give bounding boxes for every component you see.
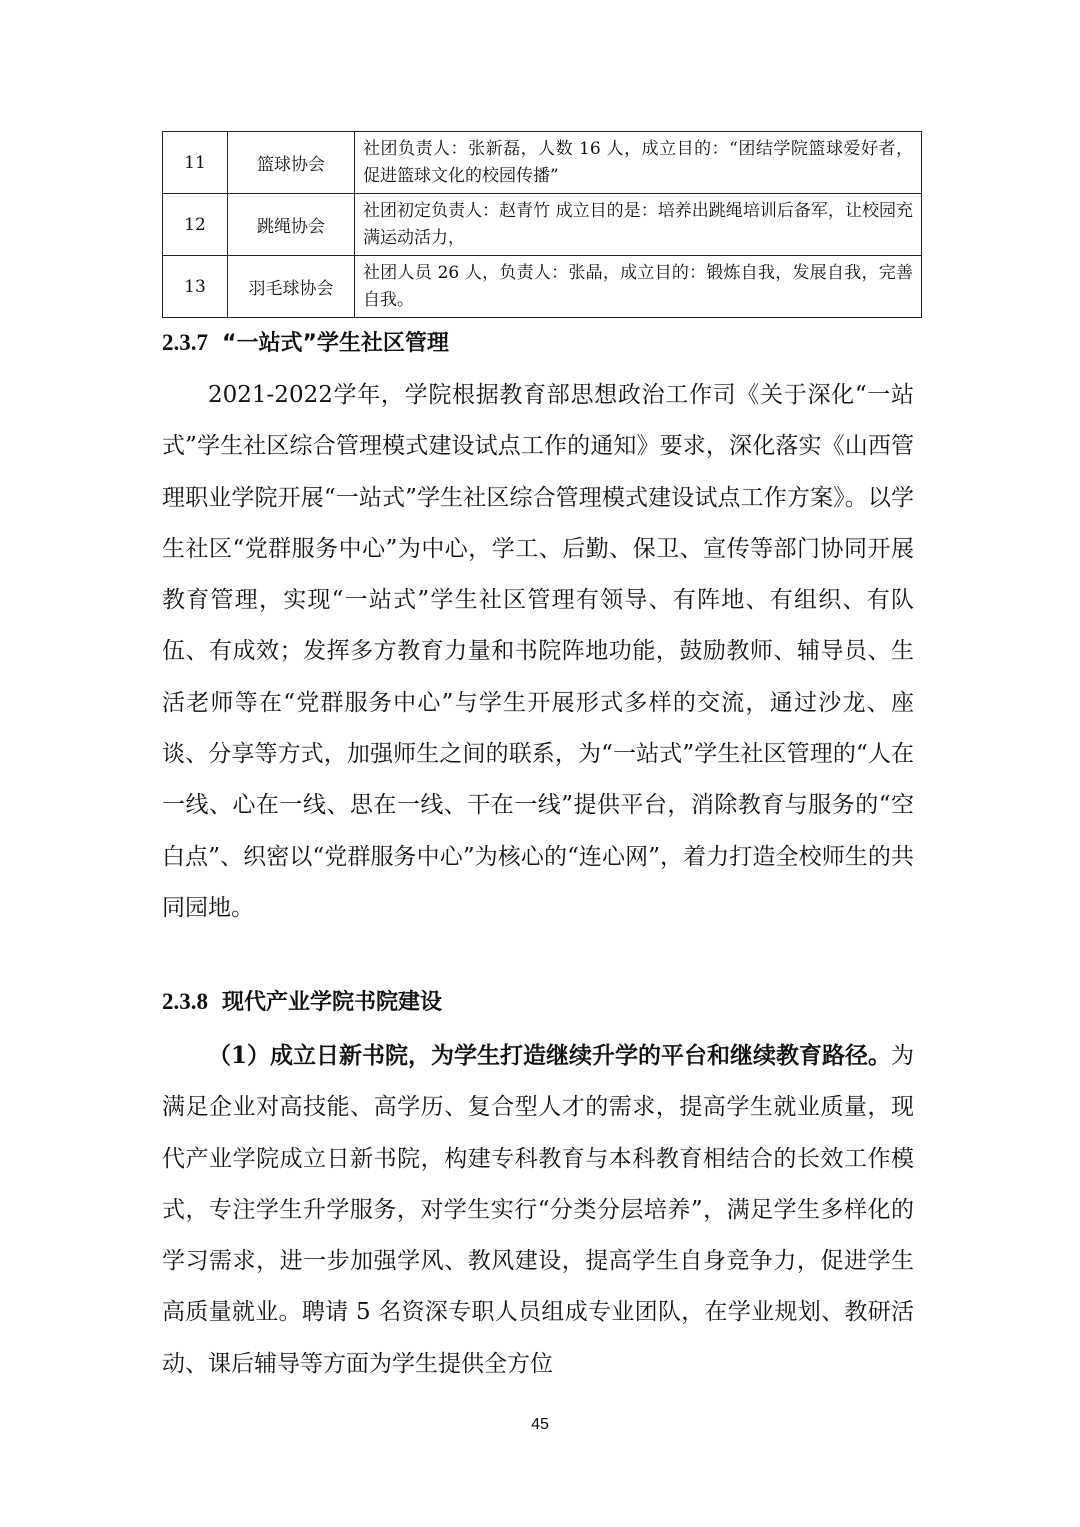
table-row <box>163 256 922 318</box>
club-description: 社团初定负责人：赵青竹 成立目的是：培养出跳绳培训后备军，让校园充满运动活力， <box>355 194 922 256</box>
section-title: “一站式”学生社区管理 <box>222 331 449 356</box>
section-number: 2.3.7 <box>162 330 208 355</box>
page-number: 45 <box>531 1416 549 1433</box>
clubs-table <box>162 131 922 318</box>
club-name: 篮球协会 <box>228 132 355 194</box>
paragraph-body: 为满足企业对高技能、高学历、复合型人才的需求，提高学生就业质量，现代产业学院成立日新书院，构建专科教育与本科教育相结合的长效工作模式，专注学生升学服务，对学生实行“分类分层培养”，满足学生多样化的学习需求，进一步加强学风、教风建设，提高学生自身竞争力，促进学生高质量就业。聘请 5 名资深专职人员组成专业团队，在学业规划、教研活动、课后辅导等方面为学生提供全方位 <box>162 1043 915 1377</box>
body-paragraph: 2021-2022学年，学院根据教育部思想政治工作司《关于深化“一站式”学生社区综合管理模式建设试点工作的通知》要求，深化落实《山西管理职业学院开展“一站式”学生社区综合管理模式建设试点工作方案》。以学生社区“党群服务中心”为中心，学工、后勤、保卫、宣传等部门协同开展教育管理，实现“一站式”学生社区管理有领导、有阵地、有组织、有队伍、有成效；发挥多方教育力量和书院阵地功能，鼓励教师、辅导员、生活老师等在“党群服务中心”与学生开展形式多样的交流，通过沙龙、座谈、分享等方式，加强师生之间的联系，为“一站式”学生社区管理的“人在一线、心在一线、思在一线、干在一线”提供平台，消除教育与服务的“空白点”、织密以“党群服务中心”为核心的“连心网”，着力打造全校师生的共同园地。 <box>162 382 914 921</box>
row-number: 13 <box>163 256 228 318</box>
club-description: 社团人员 26 人，负责人：张晶，成立目的：锻炼自我，发展自我，完善自我。 <box>355 256 922 318</box>
row-number: 12 <box>163 194 228 256</box>
table-row <box>163 194 922 256</box>
section-heading <box>162 326 449 357</box>
table-row <box>163 132 922 194</box>
club-name: 羽毛球协会 <box>228 256 355 318</box>
body-paragraph <box>162 1030 914 1390</box>
section-heading <box>162 985 442 1016</box>
section-title: 现代产业学院书院建设 <box>222 990 443 1015</box>
row-number: 11 <box>163 132 228 194</box>
club-name: 跳绳协会 <box>228 194 355 256</box>
section-number: 2.3.8 <box>162 989 208 1014</box>
paragraph-lead: （1）成立日新书院，为学生打造继续升学的平台和继续教育路径。 <box>208 1042 892 1069</box>
club-description: 社团负责人：张新磊，人数 16 人，成立目的：“团结学院篮球爱好者，促进篮球文化的校园传播” <box>355 132 922 194</box>
